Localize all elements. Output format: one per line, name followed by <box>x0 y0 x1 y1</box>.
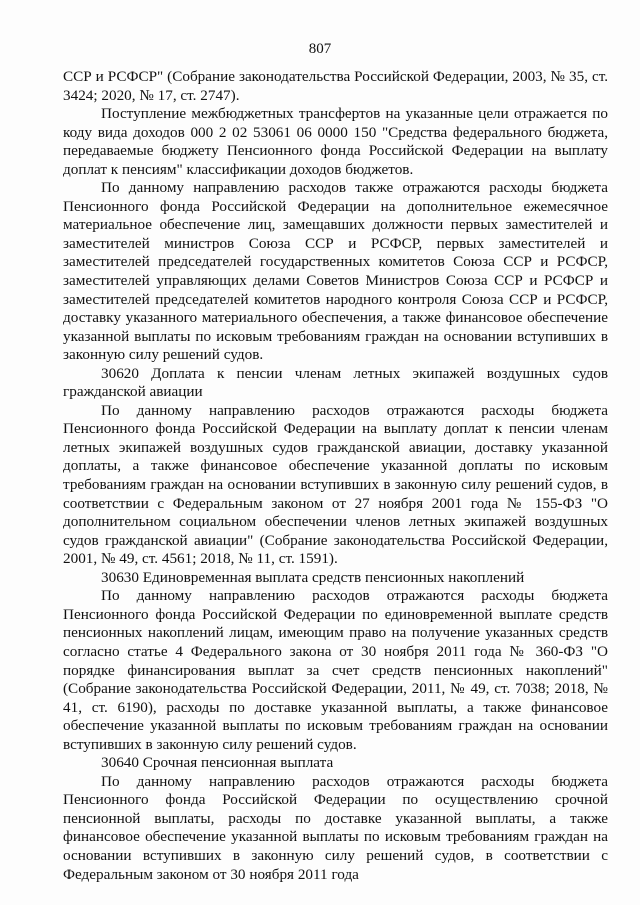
paragraph-supplementary-support: По данному направлению расходов также отражаются расходы бюджета Пенсионного фонда Российской Федерации на дополнительное ежемесячное материальное обеспечение лиц, замещавших должности первых заместителей и заместителей министров Союза ССР и РСФСР, первых заместителей и заместителей председателей государственных комитетов Союза ССР и РСФСР, заместителей управляющих делами Советов Министров Союза ССР и РСФСР и заместителей председателей комитетов народного контроля Союза ССР и РСФСР, доставку указанного материального обеспечения, а также финансовое обеспечение указанной выплаты по исковым требованиям граждан на основании вступивших в законную силу решений судов. <box>63 179 608 364</box>
paragraph-transfers: Поступление межбюджетных трансфертов на указанные цели отражается по коду вида доходов 000 2 02 53061 06 0000 150 "Средства федерального бюджета, передаваемые бюджету Пенсионного фонда Российской Федерации на выплату доплат к пенсиям" классификации доходов бюджетов. <box>63 105 608 178</box>
document-body <box>63 68 608 884</box>
paragraph-30630: По данному направлению расходов отражаются расходы бюджета Пенсионного фонда Российской Федерации по единовременной выплате средств пенсионных накоплений лицам, имеющим право на получение указанных средств согласно статье 4 Федерального закона от 30 ноября 2011 года № 360-ФЗ "О порядке финансирования выплат за счет средств пенсионных накоплений" (Собрание законодательства Российской Федерации, 2011, № 49, ст. 7038; 2018, № 41, ст. 6190), расходы по доставке указанной выплаты, а также финансовое обеспечение указанной выплаты по исковым требованиям граждан на основании вступивших в законную силу решений судов. <box>63 587 608 753</box>
page-number: 807 <box>308 41 332 57</box>
paragraph-continuation: ССР и РСФСР" (Собрание законодательства Российской Федерации, 2003, № 35, ст. 3424; 2020, № 17, ст. 2747). <box>63 68 608 104</box>
section-heading-30640: 30640 Срочная пенсионная выплата <box>101 754 334 772</box>
section-heading-30630: 30630 Единовременная выплата средств пенсионных накоплений <box>101 568 525 586</box>
paragraph-30640: По данному направлению расходов отражаются расходы бюджета Пенсионного фонда Российской Федерации по осуществлению срочной пенсионной выплаты, расходы по доставке указанной выплаты, а также финансовое обеспечение указанной выплаты по исковым требованиям граждан на основании вступивших в законную силу решений судов, в соответствии с Федеральным законом от 30 ноября 2011 года <box>63 772 608 883</box>
paragraph-30620: По данному направлению расходов отражаются расходы бюджета Пенсионного фонда Российской Федерации на выплату доплат к пенсии членам летных экипажей воздушных судов гражданской авиации, доставку указанной доплаты, а также финансовое обеспечение указанной доплаты по исковым требованиям граждан на основании вступивших в законную силу решений судов, в соответствии с Федеральным законом от 27 ноября 2001 года № 155-ФЗ "О дополнительном социальном обеспечении членов летных экипажей воздушных судов гражданской авиации" (Собрание законодательства Российской Федерации, 2001, № 49, ст. 4561; 2018, № 11, ст. 1591). <box>63 401 608 568</box>
section-heading-30620: 30620 Доплата к пенсии членам летных экипажей воздушных судов гражданской авиации <box>63 364 608 401</box>
